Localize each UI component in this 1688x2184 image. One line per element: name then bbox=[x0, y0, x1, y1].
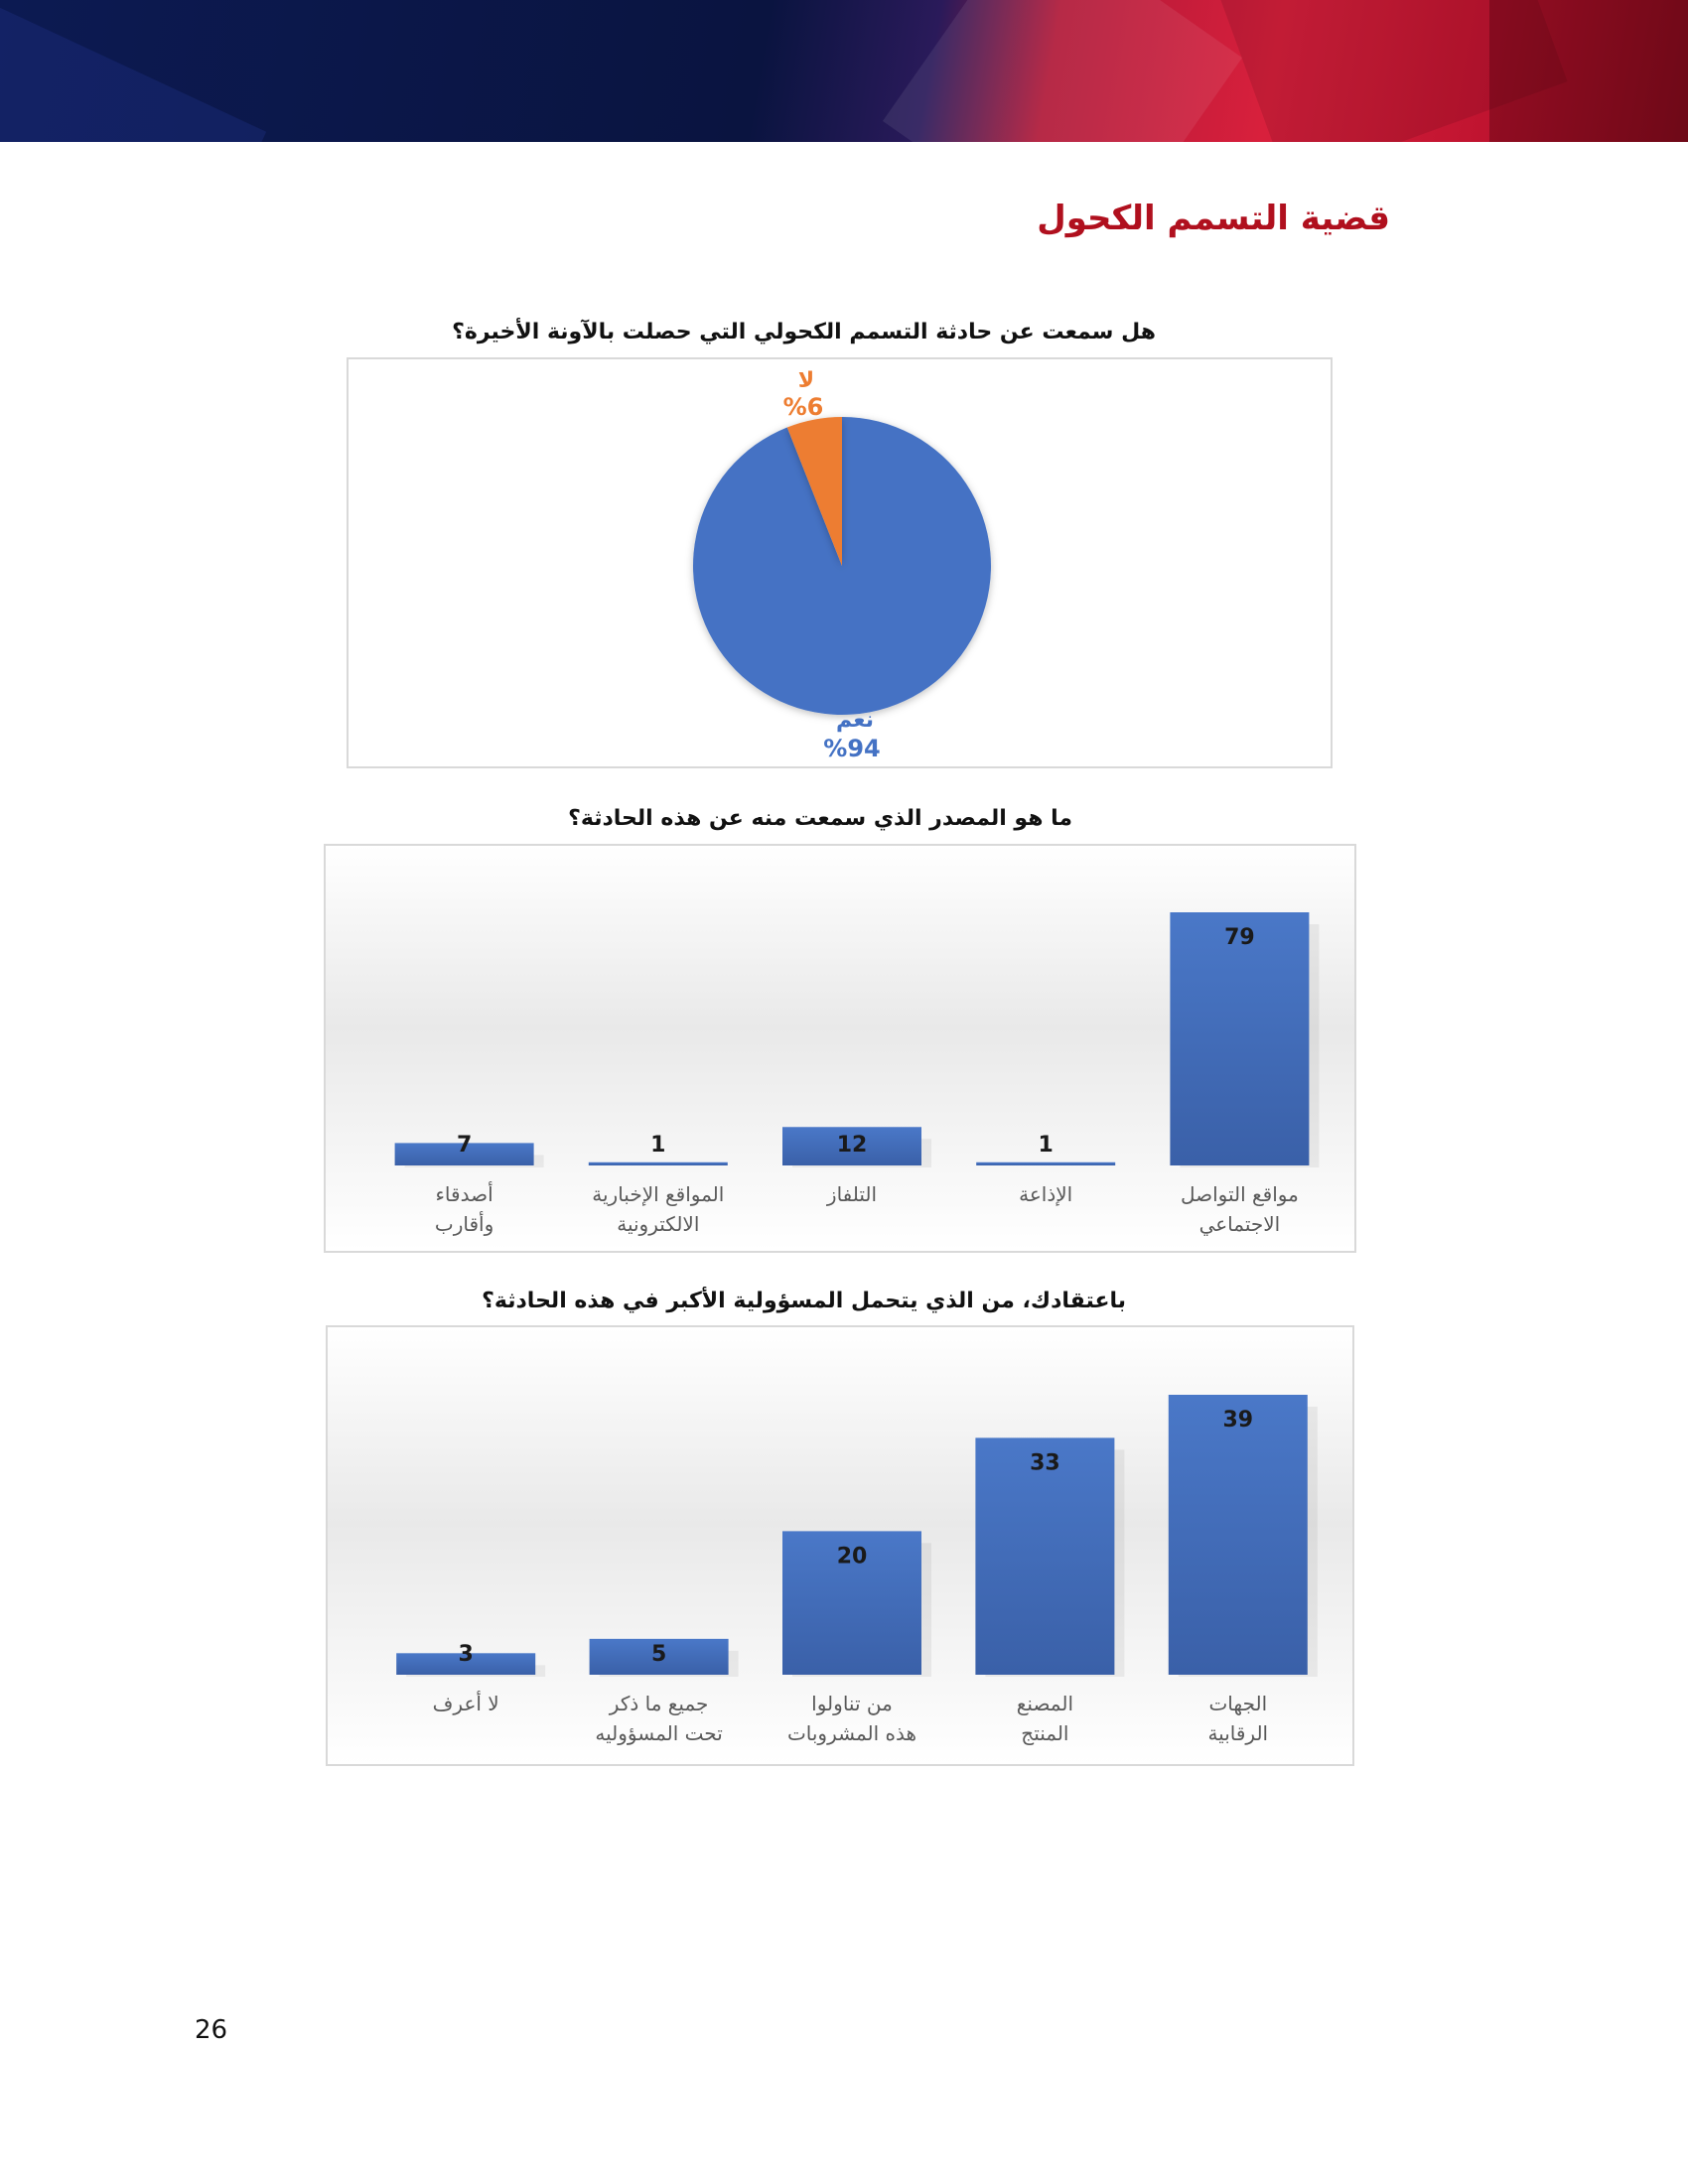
pie-chart bbox=[349, 359, 1335, 770]
category-label: الرقابية bbox=[1207, 1721, 1269, 1745]
bar-value-label: 33 bbox=[1030, 1450, 1060, 1476]
source-chart-box bbox=[324, 844, 1356, 1253]
bar-value-label: 3 bbox=[458, 1642, 474, 1667]
category-label: الإذاعة bbox=[1019, 1182, 1073, 1206]
category-label: التلفاز bbox=[826, 1182, 878, 1206]
category-label: الاجتماعي bbox=[1198, 1212, 1281, 1236]
category-label: المنتج bbox=[1021, 1721, 1069, 1745]
category-label: أصدقاء bbox=[435, 1182, 493, 1206]
section-title: قضية التسمم الكحول bbox=[1037, 199, 1390, 238]
bar-value-label: 1 bbox=[1038, 1133, 1054, 1158]
category-label: مواقع التواصل bbox=[1180, 1182, 1299, 1206]
source-chart-question: ما هو المصدر الذي سمعت منه عن هذه الحادثة؟ bbox=[568, 806, 1072, 831]
category-label: لا أعرف bbox=[432, 1692, 499, 1715]
bar-value-label: 1 bbox=[650, 1133, 666, 1158]
category-label: تحت المسؤوليه bbox=[595, 1721, 723, 1745]
category-label: الجهات bbox=[1208, 1692, 1268, 1715]
category-label: الالكترونية bbox=[617, 1212, 700, 1236]
pie-category-label: نعم bbox=[836, 708, 874, 733]
bar bbox=[1169, 1395, 1308, 1675]
bar-value-label: 12 bbox=[836, 1133, 868, 1158]
page-number: 26 bbox=[195, 2015, 228, 2045]
category-label: وأقارب bbox=[434, 1212, 494, 1236]
pie-data-label: %6 bbox=[782, 393, 824, 421]
bar-value-label: 5 bbox=[650, 1642, 667, 1667]
bar bbox=[976, 1162, 1115, 1165]
category-label: جميع ما ذكر bbox=[609, 1692, 709, 1715]
bar-value-label: 79 bbox=[1224, 925, 1255, 950]
bar bbox=[1170, 912, 1309, 1165]
bar-value-label: 7 bbox=[456, 1133, 473, 1158]
responsibility-chart-question: باعتقادك، من الذي يتحمل المسؤولية الأكبر في هذه الحادثة؟ bbox=[482, 1289, 1126, 1313]
category-label: هذه المشروبات bbox=[786, 1721, 917, 1745]
bar bbox=[589, 1162, 728, 1165]
header-banner bbox=[0, 0, 1688, 142]
bar-value-label: 39 bbox=[1222, 1408, 1254, 1433]
category-label: المواقع الإخبارية bbox=[592, 1182, 725, 1206]
source-bar-chart bbox=[326, 846, 1358, 1255]
pie-category-label: لا bbox=[797, 368, 815, 393]
category-label: من تناولوا bbox=[811, 1692, 893, 1715]
category-label: المصنع bbox=[1016, 1692, 1074, 1715]
bar-value-label: 20 bbox=[836, 1544, 868, 1570]
responsibility-chart-box bbox=[326, 1325, 1354, 1766]
responsibility-bar-chart bbox=[328, 1327, 1356, 1768]
pie-chart-question: هل سمعت عن حادثة التسمم الكحولي التي حصلت بالآونة الأخيرة؟ bbox=[452, 320, 1156, 344]
pie-chart-box bbox=[347, 357, 1333, 768]
pie-data-label: %94 bbox=[823, 735, 881, 762]
